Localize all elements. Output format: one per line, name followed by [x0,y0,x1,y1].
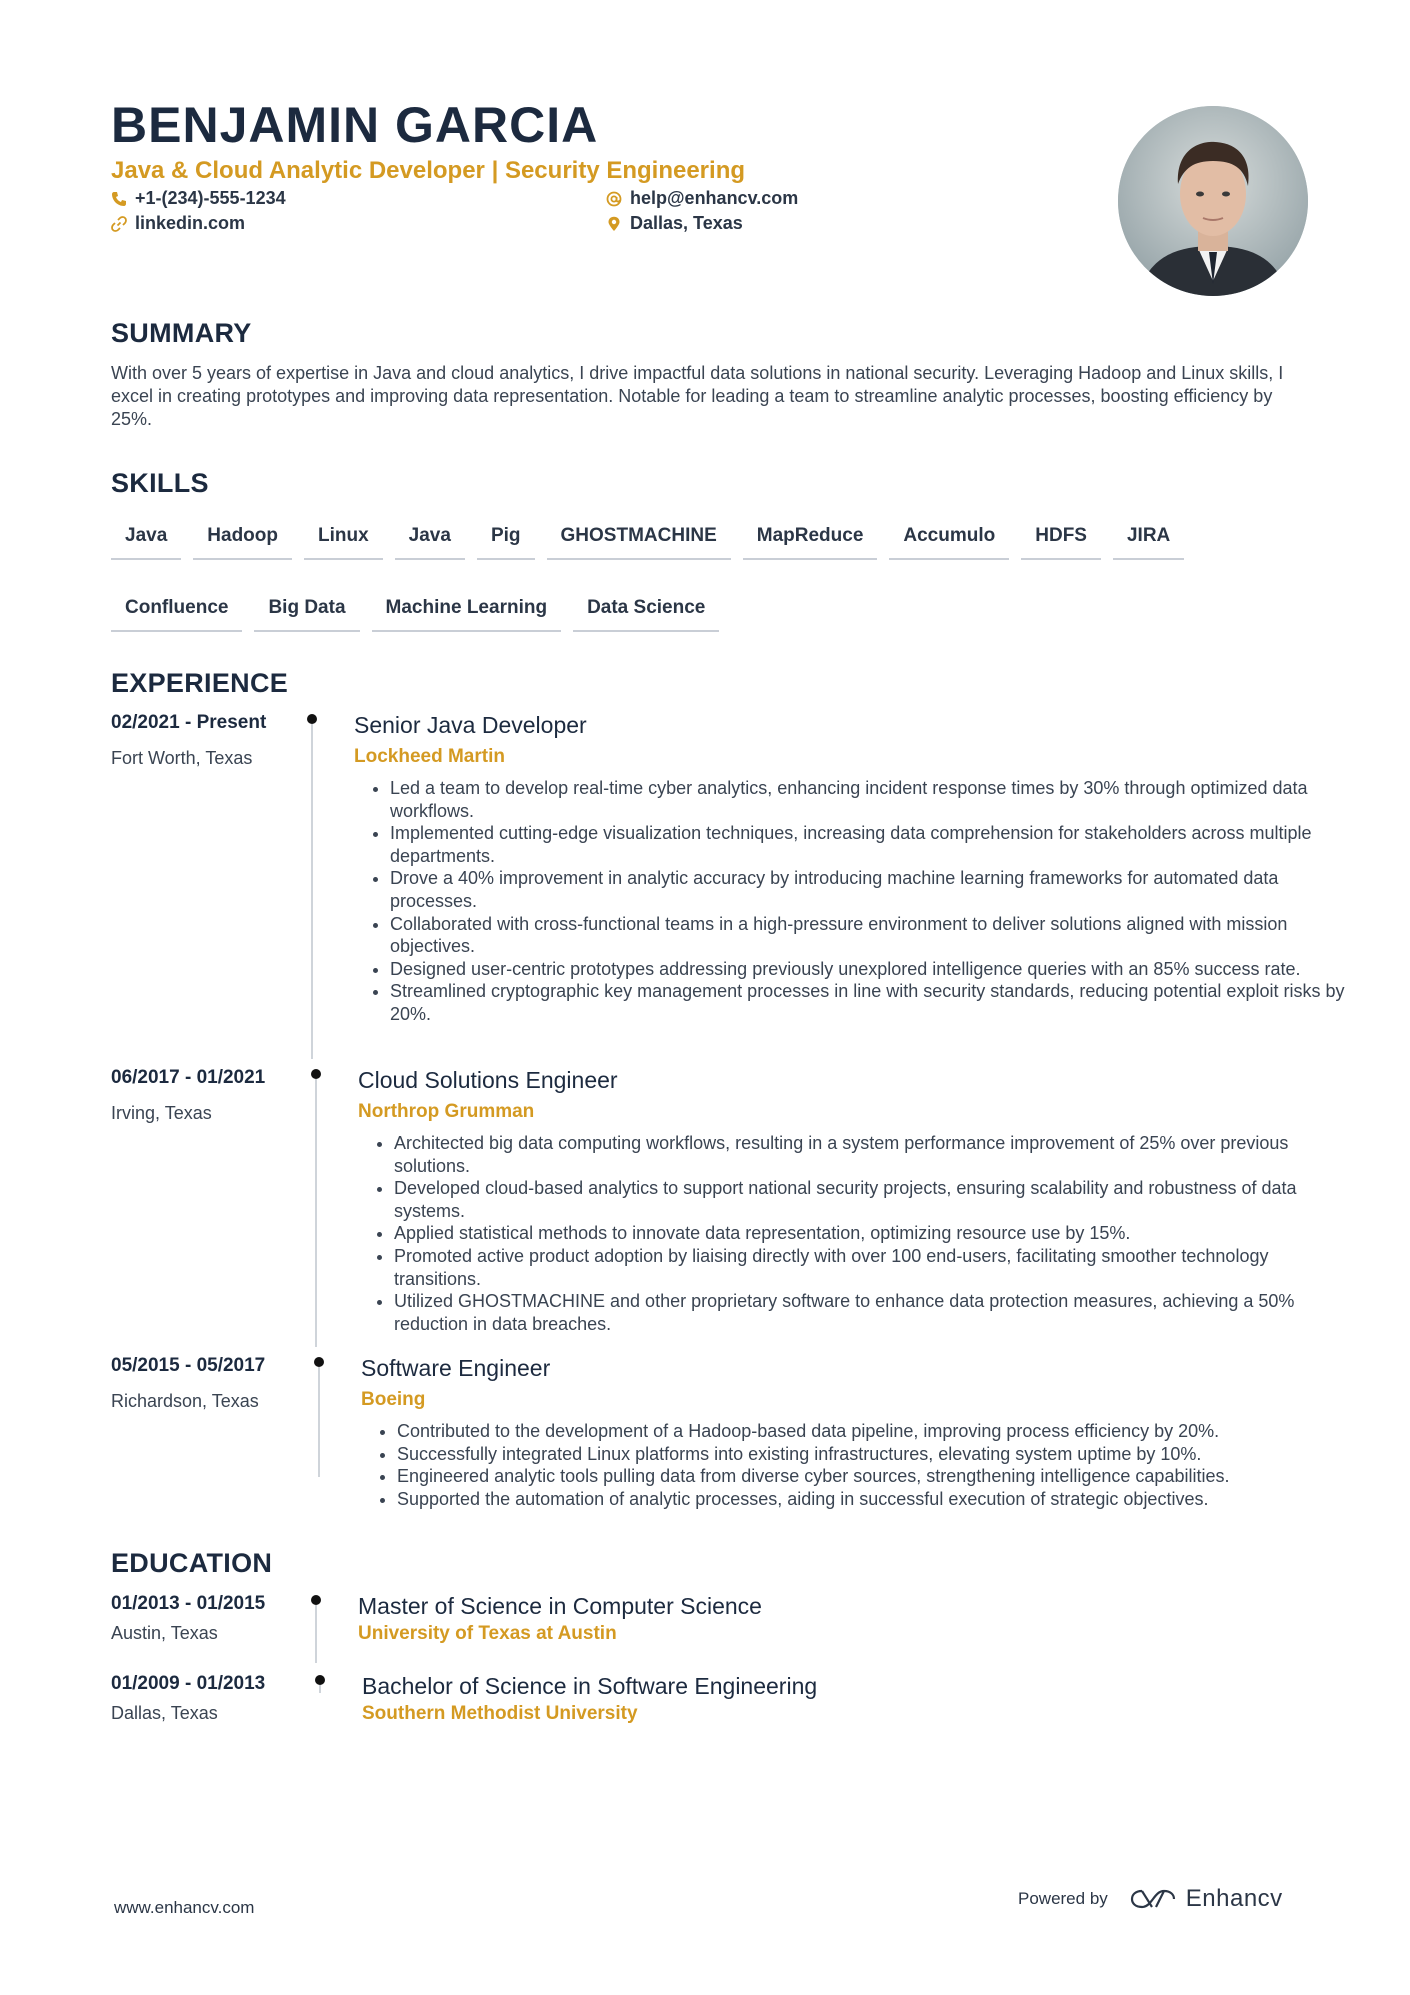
education-school: University of Texas at Austin [358,1623,617,1644]
skill-tag: Hadoop [193,508,292,560]
timeline-line [315,1605,317,1663]
enhancv-logo-icon [1130,1887,1176,1911]
timeline-line [311,724,313,1059]
map-pin-icon [606,216,622,232]
timeline-line [315,1079,317,1347]
education-degree: Master of Science in Computer Science [358,1593,762,1619]
experience-role: Software Engineer [361,1355,551,1381]
candidate-name: BENJAMIN GARCIA [111,97,599,153]
enhancv-logo[interactable] [1130,1885,1283,1913]
bullet-item: • Successfully integrated Linux platforms into existing infrastructures, elevating system uptime by 10%. [397,1443,1357,1466]
link-icon [111,216,127,232]
powered-by-label: Powered by [1018,1889,1108,1908]
experience-bullets [370,1132,1354,1335]
skills-list [111,508,1311,632]
bullet-item: • Developed cloud-based analytics to support national security projects, ensuring scalability and robustness of data systems. [394,1177,1354,1222]
education-heading: EDUCATION [111,1548,273,1578]
bullet-item: • Drove a 40% improvement in analytic accuracy by introducing machine learning frameworks for automated data processes. [390,867,1350,912]
skill-tag: Data Science [573,580,719,632]
experience-entry [111,712,1345,1052]
experience-location: Richardson, Texas [111,1391,259,1411]
candidate-title: Java & Cloud Analytic Developer | Security Engineering [111,157,746,184]
experience-entry [111,1355,1311,1515]
experience-company: Lockheed Martin [354,746,505,767]
experience-dates: 05/2015 - 05/2017 [111,1355,266,1376]
summary-text: With over 5 years of expertise in Java and cloud analytics, I drive impactful data solutions in national security. Leveraging Hadoop and Linux skills, I excel in creating prototypes and improving data representation. Notable for leading a team to streamline analytic processes, boosting efficiency by 25%. [111,363,1284,429]
skill-tag: Machine Learning [372,580,562,632]
experience-company: Boeing [361,1389,426,1410]
education-degree: Bachelor of Science in Software Engineering [362,1673,818,1699]
experience-bullets [366,777,1350,1026]
skill-tag: Java [395,508,465,560]
summary-heading: SUMMARY [111,318,252,348]
experience-role: Cloud Solutions Engineer [358,1067,618,1093]
education-dates: 01/2013 - 01/2015 [111,1593,266,1614]
brand-text: Enhancv [1185,1885,1283,1912]
bullet-item: • Designed user-centric prototypes addressing previously unexplored intelligence queries with an 85% success rate. [390,958,1350,981]
contact-location [606,213,743,234]
timeline-dot [315,1675,325,1685]
education-location: Dallas, Texas [111,1703,218,1723]
timeline-line [318,1367,320,1477]
profile-photo-illustration [1118,106,1308,296]
experience-bullets [373,1420,1357,1510]
email-text: help@enhancv.com [630,188,799,208]
timeline-dot [311,1595,321,1605]
experience-dates: 02/2021 - Present [111,712,267,733]
experience-role: Senior Java Developer [354,712,587,738]
experience-heading: EXPERIENCE [111,668,289,698]
contact-email [606,188,798,209]
contact-linkedin [111,213,245,234]
bullet-item: • Led a team to develop real-time cyber analytics, enhancing incident response times by 30% through optimized data workflows. [390,777,1350,822]
skill-tag: JIRA [1113,508,1184,560]
timeline-dot [314,1357,324,1367]
experience-entry [111,1067,1311,1347]
bullet-item: • Applied statistical methods to innovate data representation, optimizing resource use by 15%. [394,1222,1354,1245]
education-school: Southern Methodist University [362,1703,638,1724]
education-location: Austin, Texas [111,1623,218,1643]
contact-phone [111,188,286,209]
bullet-item: • Streamlined cryptographic key management processes in line with security standards, reducing potential exploit risks by 20%. [390,980,1350,1025]
location-text: Dallas, Texas [630,213,743,233]
skill-tag: Confluence [111,580,242,632]
experience-dates: 06/2017 - 01/2021 [111,1067,266,1088]
education-dates: 01/2009 - 01/2013 [111,1673,266,1694]
experience-location: Irving, Texas [111,1103,212,1123]
skills-heading: SKILLS [111,468,209,498]
bullet-item: • Implemented cutting-edge visualization techniques, increasing data comprehension for stakeholders across multiple departments. [390,822,1350,867]
timeline-dot [307,714,317,724]
education-entry [111,1593,1311,1663]
phone-icon [111,191,127,207]
bullet-item: • Supported the automation of analytic processes, aiding in successful execution of strategic objectives. [397,1488,1357,1511]
footer-branding [1018,1885,1283,1913]
experience-location: Fort Worth, Texas [111,748,253,768]
bullet-item: • Promoted active product adoption by liaising directly with over 100 end-users, facilitating smoother technology transitions. [394,1245,1354,1290]
skill-tag: Accumulo [889,508,1009,560]
education-entry [111,1673,1311,1743]
bullet-item: • Engineered analytic tools pulling data from diverse cyber sources, strengthening intelligence capabilities. [397,1465,1357,1488]
bullet-item: • Utilized GHOSTMACHINE and other proprietary software to enhance data protection measures, achieving a 50% reduction in data breaches. [394,1290,1354,1335]
linkedin-text: linkedin.com [135,213,246,233]
skill-tag: GHOSTMACHINE [547,508,731,560]
skill-tag: HDFS [1021,508,1101,560]
skill-tag: Linux [304,508,383,560]
bullet-item: • Architected big data computing workflows, resulting in a system performance improvement of 25% over previous solutions. [394,1132,1354,1177]
footer-website[interactable]: www.enhancv.com [114,1898,255,1917]
skill-tag: Big Data [254,580,359,632]
profile-photo [1118,106,1308,296]
skill-tag: Pig [477,508,535,560]
bullet-item: • Contributed to the development of a Hadoop-based data pipeline, improving process efficiency by 20%. [397,1420,1357,1443]
timeline-dot [311,1069,321,1079]
timeline-line [319,1685,321,1693]
experience-company: Northrop Grumman [358,1101,535,1122]
bullet-item: • Collaborated with cross-functional teams in a high-pressure environment to deliver solutions aligned with mission objectives. [390,913,1350,958]
skill-tag: Java [111,508,181,560]
phone-text: +1-(234)-555-1234 [135,188,286,208]
skill-tag: MapReduce [743,508,878,560]
at-icon [606,191,622,207]
